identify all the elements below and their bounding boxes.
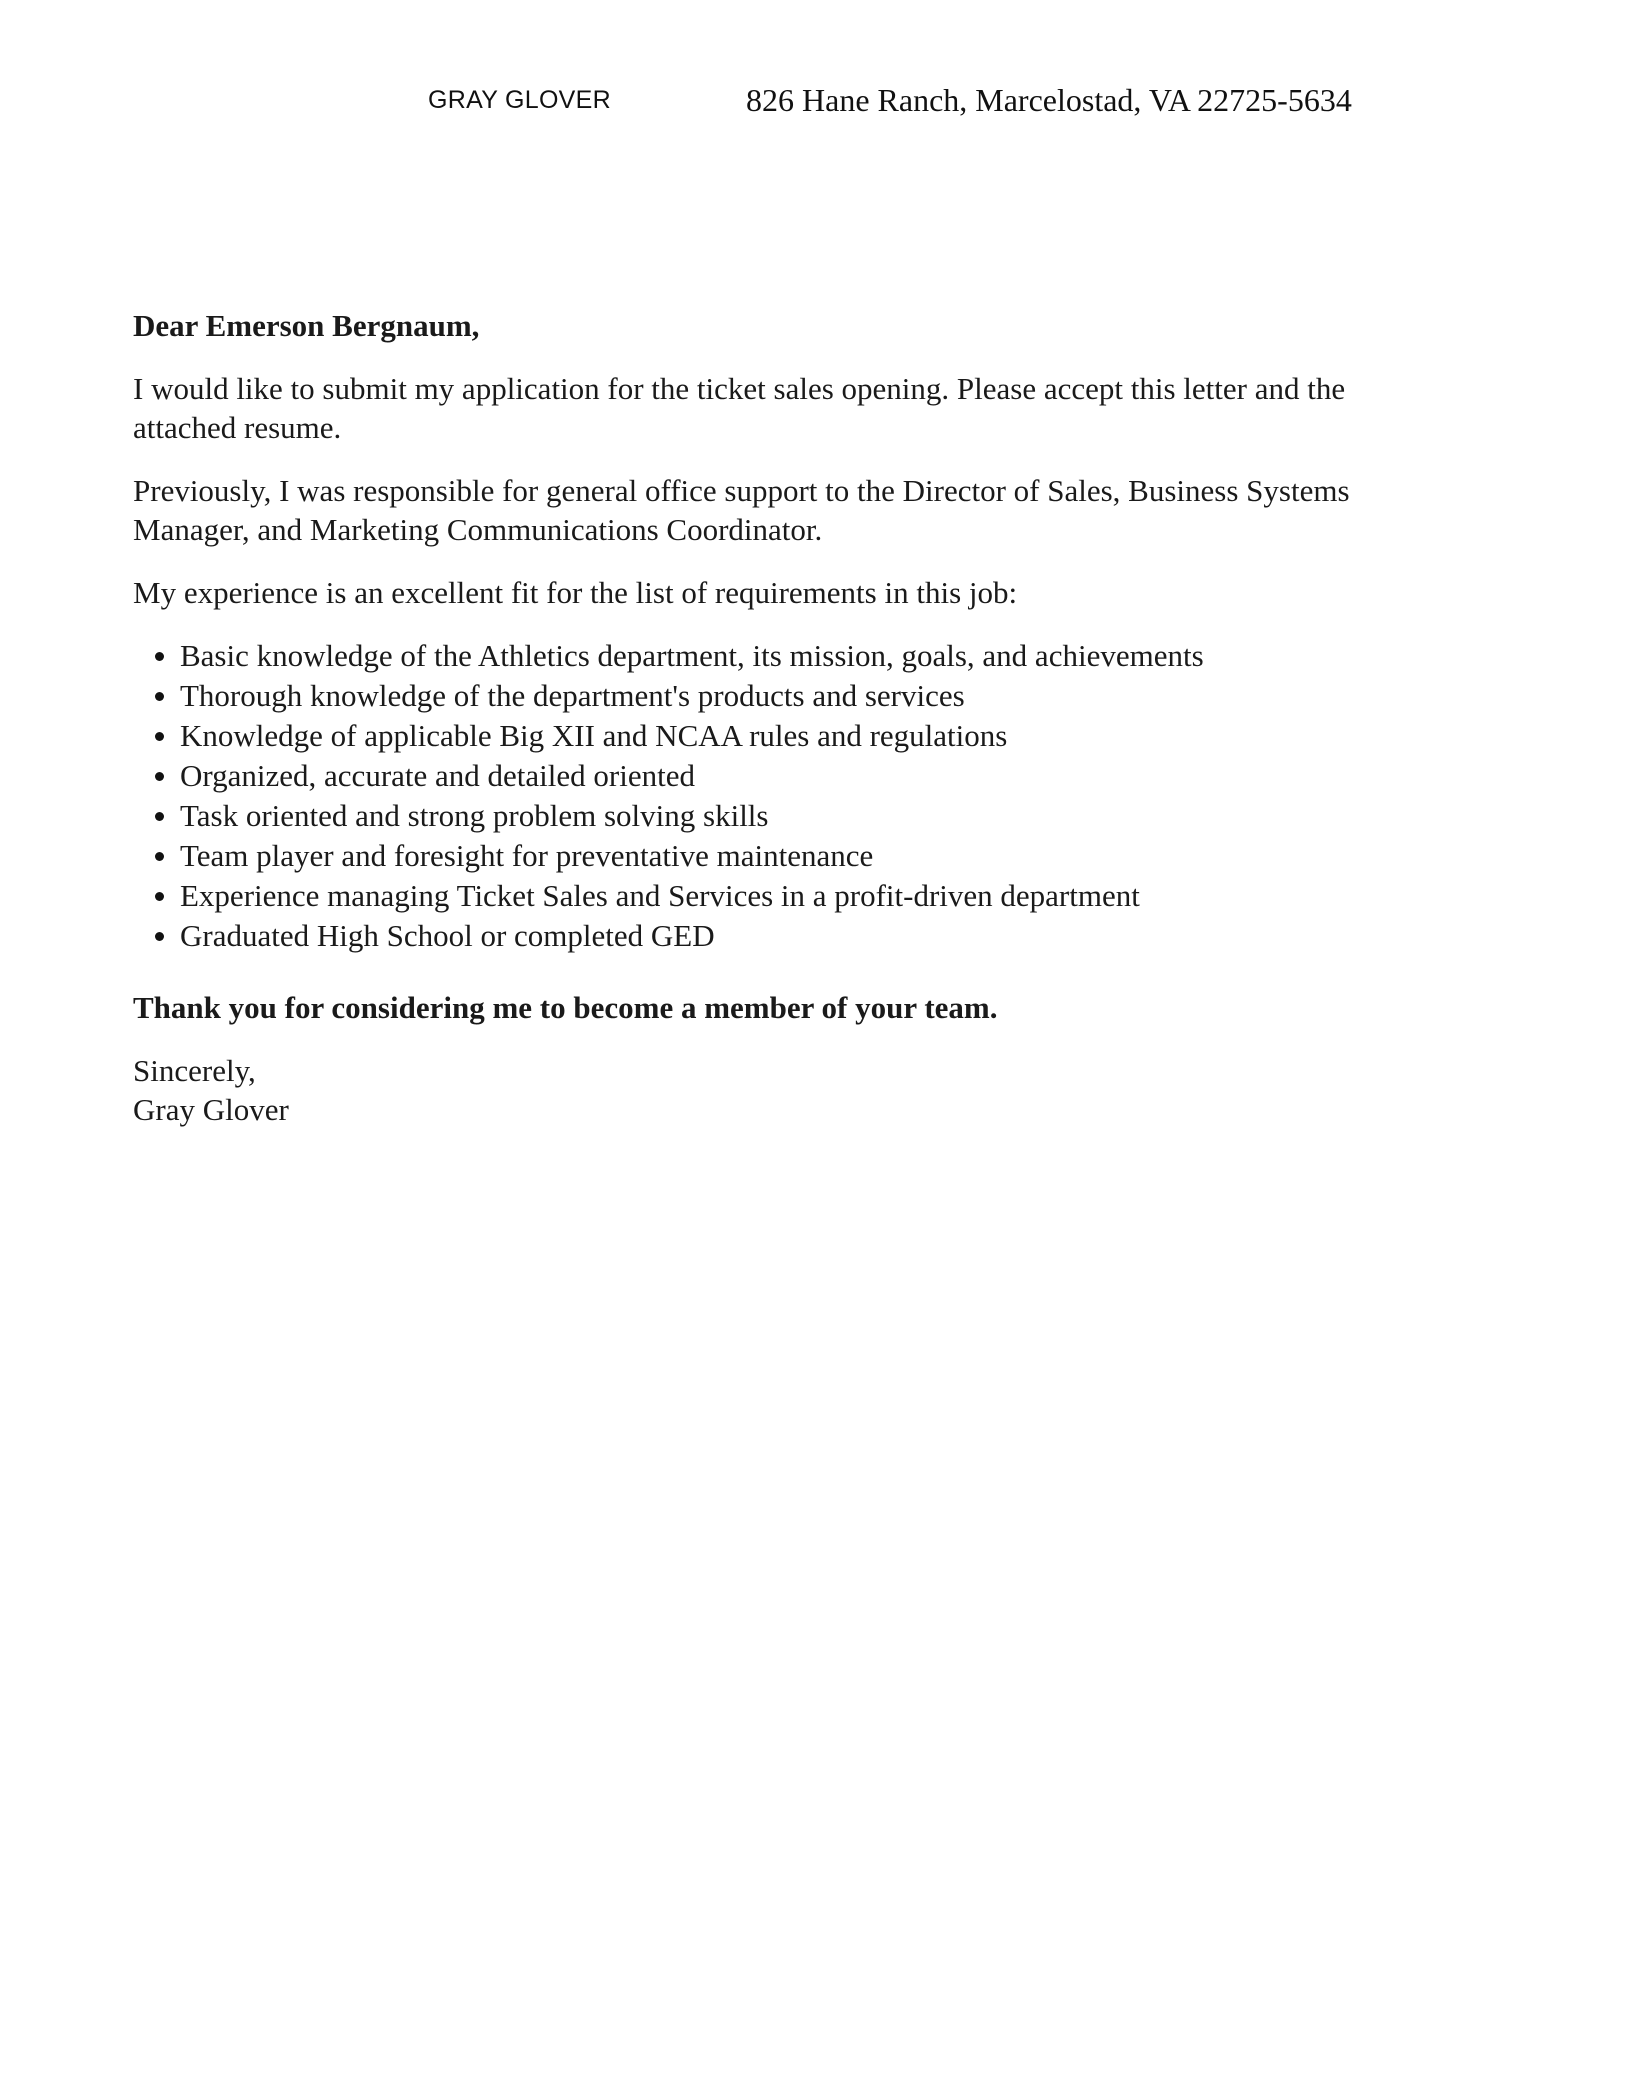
requirements-intro: My experience is an excellent fit for the list of requirements in this job:	[133, 575, 1018, 610]
list-item-text: Basic knowledge of the Athletics department, its mission, goals, and achievements	[180, 638, 1204, 673]
sender-name: GRAY GLOVER	[428, 86, 611, 114]
list-item-text: Task oriented and strong problem solving skills	[180, 798, 769, 833]
sender-address: 826 Hane Ranch, Marcelostad, VA 22725-5634	[746, 82, 1352, 118]
thanks-line: Thank you for considering me to become a member of your team.	[133, 990, 998, 1025]
bullet-icon	[155, 852, 164, 861]
list-item	[133, 756, 1433, 796]
list-item-text: Team player and foresight for preventative maintenance	[180, 838, 874, 873]
bullet-icon	[155, 652, 164, 661]
list-item-text: Graduated High School or completed GED	[180, 918, 715, 953]
list-item	[133, 636, 1433, 676]
letter-body	[133, 306, 1433, 1129]
list-item	[133, 916, 1433, 956]
list-item-text: Knowledge of applicable Big XII and NCAA rules and regulations	[180, 718, 1008, 753]
bullet-icon	[155, 932, 164, 941]
bullet-icon	[155, 812, 164, 821]
salutation: Dear Emerson Bergnaum,	[133, 308, 480, 343]
letter-header	[0, 82, 1632, 122]
list-item	[133, 716, 1433, 756]
requirements-list	[133, 636, 1433, 956]
experience-paragraph: Previously, I was responsible for general office support to the Director of Sales, Business Systems Manager, and Marketing Communications Coordinator.	[133, 473, 1350, 547]
list-item-text: Thorough knowledge of the department's products and services	[180, 678, 965, 713]
list-item	[133, 836, 1433, 876]
list-item-text: Organized, accurate and detailed oriented	[180, 758, 695, 793]
bullet-icon	[155, 772, 164, 781]
list-item	[133, 676, 1433, 716]
bullet-icon	[155, 732, 164, 741]
list-item	[133, 876, 1433, 916]
list-item	[133, 796, 1433, 836]
closing: Sincerely,	[133, 1053, 256, 1088]
signature: Gray Glover	[133, 1092, 289, 1127]
intro-paragraph: I would like to submit my application for the ticket sales opening. Please accept this letter and the attached resume.	[133, 371, 1346, 445]
bullet-icon	[155, 892, 164, 901]
bullet-icon	[155, 692, 164, 701]
list-item-text: Experience managing Ticket Sales and Services in a profit-driven department	[180, 878, 1140, 913]
